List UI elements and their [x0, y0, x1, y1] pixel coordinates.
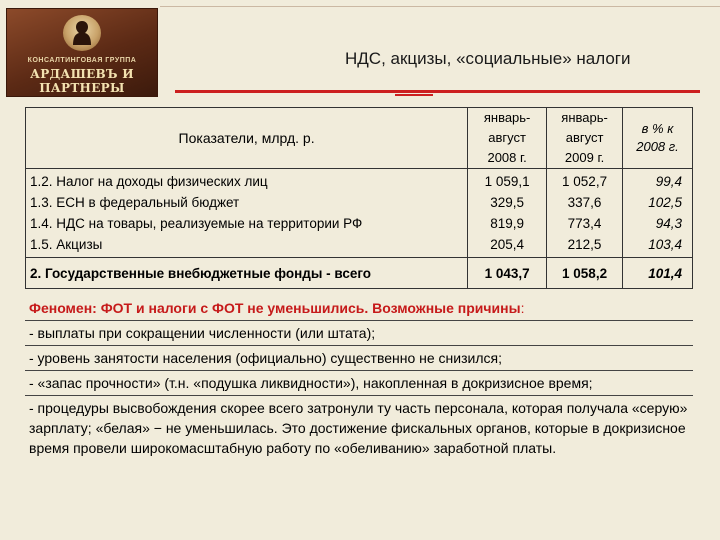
col-2008-header: январь- август 2008 г.	[468, 108, 547, 169]
table-total-row	[26, 258, 693, 289]
title-underline-mark	[395, 94, 433, 96]
table-row-label: 1.4. НДС на товары, реализуемые на территории РФ	[30, 216, 363, 231]
logo-name: АРДАШЕВЪ И ПАРТНЕРЫ	[30, 67, 134, 95]
page-title: НДС, акцизы, «социальные» налоги	[345, 49, 631, 68]
table-body-row	[26, 169, 693, 258]
title-underline	[175, 90, 700, 93]
table-row-label: 1.2. Налог на доходы физических лиц	[30, 174, 268, 189]
tax-table	[25, 107, 693, 289]
total-pct: 101,4	[623, 258, 693, 289]
table-header-row	[26, 108, 693, 169]
total-2009: 1 058,2	[547, 258, 623, 289]
top-divider	[160, 6, 720, 7]
values-2008: 1 059,1 329,5 819,9 205,4	[468, 169, 547, 258]
indicator-header: Показатели, млрд. р.	[26, 108, 468, 169]
list-item: - процедуры высвобождения скорее всего затронули ту часть персонала, которая получала «серую» зарплату; «белая» − не уменьшилась. Это достижение фискальных органов, которые в докризисное время провели широкомасштабную работу по «обеливанию» заработной платы.	[29, 400, 688, 456]
total-2008: 1 043,7	[468, 258, 547, 289]
company-logo	[6, 8, 158, 97]
logo-caption: КОНСАЛТИНГОВАЯ ГРУППА	[27, 57, 137, 64]
table-row-label: 1.3. ЕСН в федеральный бюджет	[30, 195, 240, 210]
table-row-label: 1.5. Акцизы	[30, 237, 103, 252]
notes-section	[25, 296, 693, 460]
list-item: - выплаты при сокращении численности (или штата);	[25, 321, 693, 346]
col-pct-header: в % к 2008 г.	[623, 108, 693, 169]
phenomenon-heading: Феномен: ФОТ и налоги с ФОТ не уменьшились. Возможные причины:	[25, 296, 693, 321]
silhouette-emblem-icon	[63, 15, 101, 51]
values-pct: 99,4 102,5 94,3 103,4	[623, 169, 693, 258]
list-item: - «запас прочности» (т.н. «подушка ликвидности»), накопленная в докризисное время;	[25, 371, 693, 396]
total-label: 2. Государственные внебюджетные фонды - всего	[26, 258, 468, 289]
col-2009-header: январь- август 2009 г.	[547, 108, 623, 169]
indicator-labels	[26, 169, 468, 258]
list-item: - уровень занятости населения (официально) существенно не снизился;	[25, 346, 693, 371]
values-2009: 1 052,7 337,6 773,4 212,5	[547, 169, 623, 258]
